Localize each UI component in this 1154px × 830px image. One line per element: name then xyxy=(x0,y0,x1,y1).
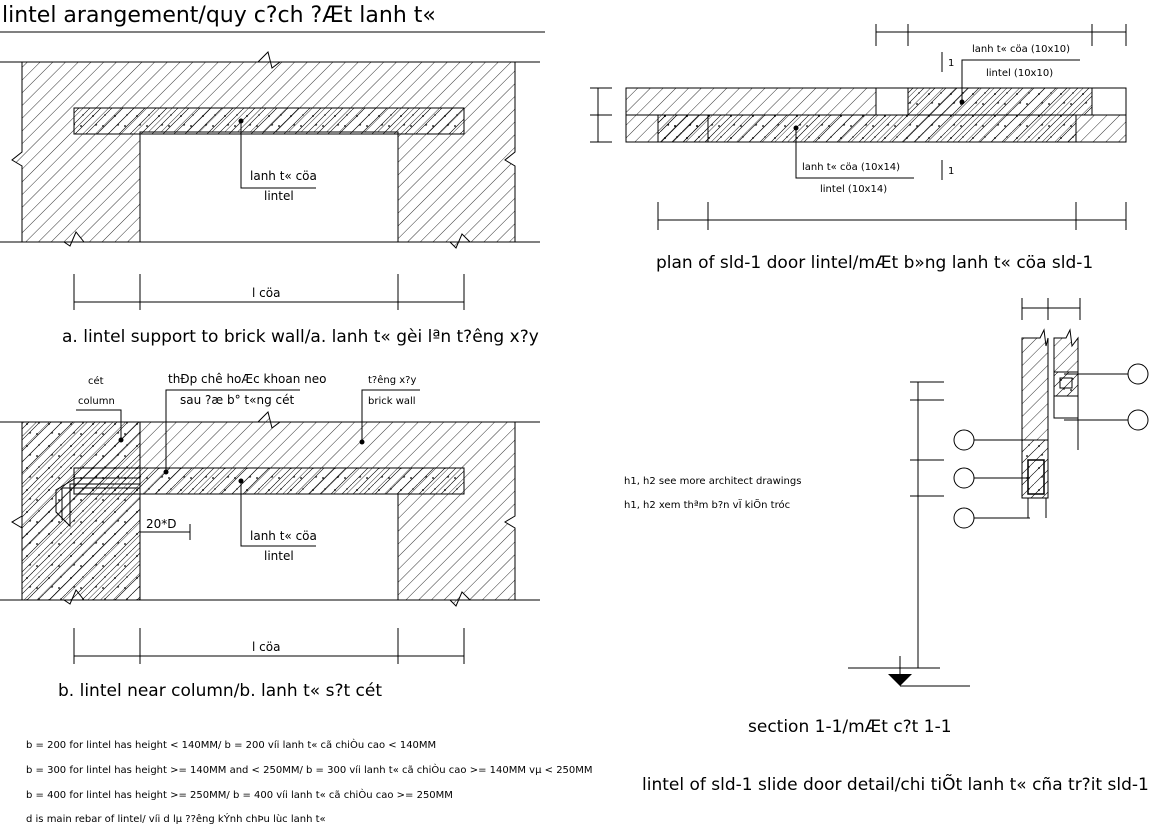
plan-top-label-vn: lanh t« cöa (10x10) xyxy=(972,44,1071,55)
detail-b xyxy=(0,372,540,701)
lintel-a-label-vn: lanh t« cöa xyxy=(250,169,317,183)
plan-cut-top: 1 xyxy=(948,58,955,69)
notes xyxy=(26,738,593,825)
plan-view xyxy=(590,24,1126,273)
caption-b: b. lintel near column/b. lanh t« s?t cét xyxy=(58,681,383,701)
anchor-length: 20*D xyxy=(146,517,177,531)
callout-circle-2 xyxy=(1128,410,1148,430)
caption-a: a. lintel support to brick wall/a. lanh t« gèi lªn t?êng x?y xyxy=(62,327,539,347)
note-1: b = 200 for lintel has height < 140MM/ b = 200 víi lanh t« cã chiÒu cao < 140MM xyxy=(26,740,437,751)
section-note-2: h1, h2 xem thªm b?n vÏ kiÕn tróc xyxy=(624,500,791,511)
column-b xyxy=(22,422,140,600)
plan-caption: plan of sld-1 door lintel/mÆt b»ng lanh t« cöa sld-1 xyxy=(656,253,1094,273)
section-wall-left xyxy=(1022,330,1048,440)
callout-circle-3 xyxy=(954,430,974,450)
rebar-note-2: sau ?æ b° t«ng cét xyxy=(180,393,295,407)
dim-b: l cöa xyxy=(252,640,281,654)
footer-title: lintel of sld-1 slide door detail/chi tiÕt lanh t« cña tr?it sld-1 xyxy=(642,775,1149,795)
brick-wall-a xyxy=(12,52,515,248)
lintel-b xyxy=(74,468,464,494)
section-wall-right xyxy=(1054,330,1078,372)
note-4: d is main rebar of lintel/ víi d lµ ??êng kÝnh chÞu lùc lanh t« xyxy=(26,814,326,825)
plan-lintel-bottom xyxy=(658,115,1076,142)
lintel-b-label-vn: lanh t« cöa xyxy=(250,529,317,543)
plan-bot-label-vn: lanh t« cöa (10x14) xyxy=(802,162,901,173)
lintel-a-label-en: lintel xyxy=(264,189,294,203)
plan-top-label-en: lintel (10x10) xyxy=(986,68,1054,79)
callout-circle-5 xyxy=(954,508,974,528)
note-3: b = 400 for lintel has height >= 250MM/ b = 400 víi lanh t« cã chiÒu cao >= 250MM xyxy=(26,790,453,801)
drawing-title: lintel arangement/quy c?ch ?Æt lanh t« xyxy=(2,3,436,28)
section-note-1: h1, h2 see more architect drawings xyxy=(624,476,802,487)
plan-lintel-top xyxy=(908,88,1092,115)
plan-bot-label-en: lintel (10x14) xyxy=(820,184,888,195)
plan-cut-bottom: 1 xyxy=(948,166,955,177)
section-lintel-top xyxy=(1054,372,1078,396)
detail-a xyxy=(0,52,540,347)
dim-a: l cöa xyxy=(252,286,281,300)
callout-circle-4 xyxy=(954,468,974,488)
column-label-en: column xyxy=(78,396,115,407)
column-label-vn: cét xyxy=(88,376,104,387)
wall-label-en: brick wall xyxy=(368,396,416,407)
rebar-note-1: thÐp chê hoÆc khoan neo xyxy=(168,372,327,386)
note-2: b = 300 for lintel has height >= 140MM and < 250MM/ b = 300 víi lanh t« cã chiÒu cao >= 140MM vµ < 250MM xyxy=(26,765,593,776)
lintel-a xyxy=(74,108,464,134)
wall-label-vn: t?êng x?y xyxy=(368,375,417,386)
lintel-b-label-en: lintel xyxy=(264,549,294,563)
section-view xyxy=(624,298,1148,737)
section-caption: section 1-1/mÆt c?t 1-1 xyxy=(748,717,952,737)
callout-circle-1 xyxy=(1128,364,1148,384)
